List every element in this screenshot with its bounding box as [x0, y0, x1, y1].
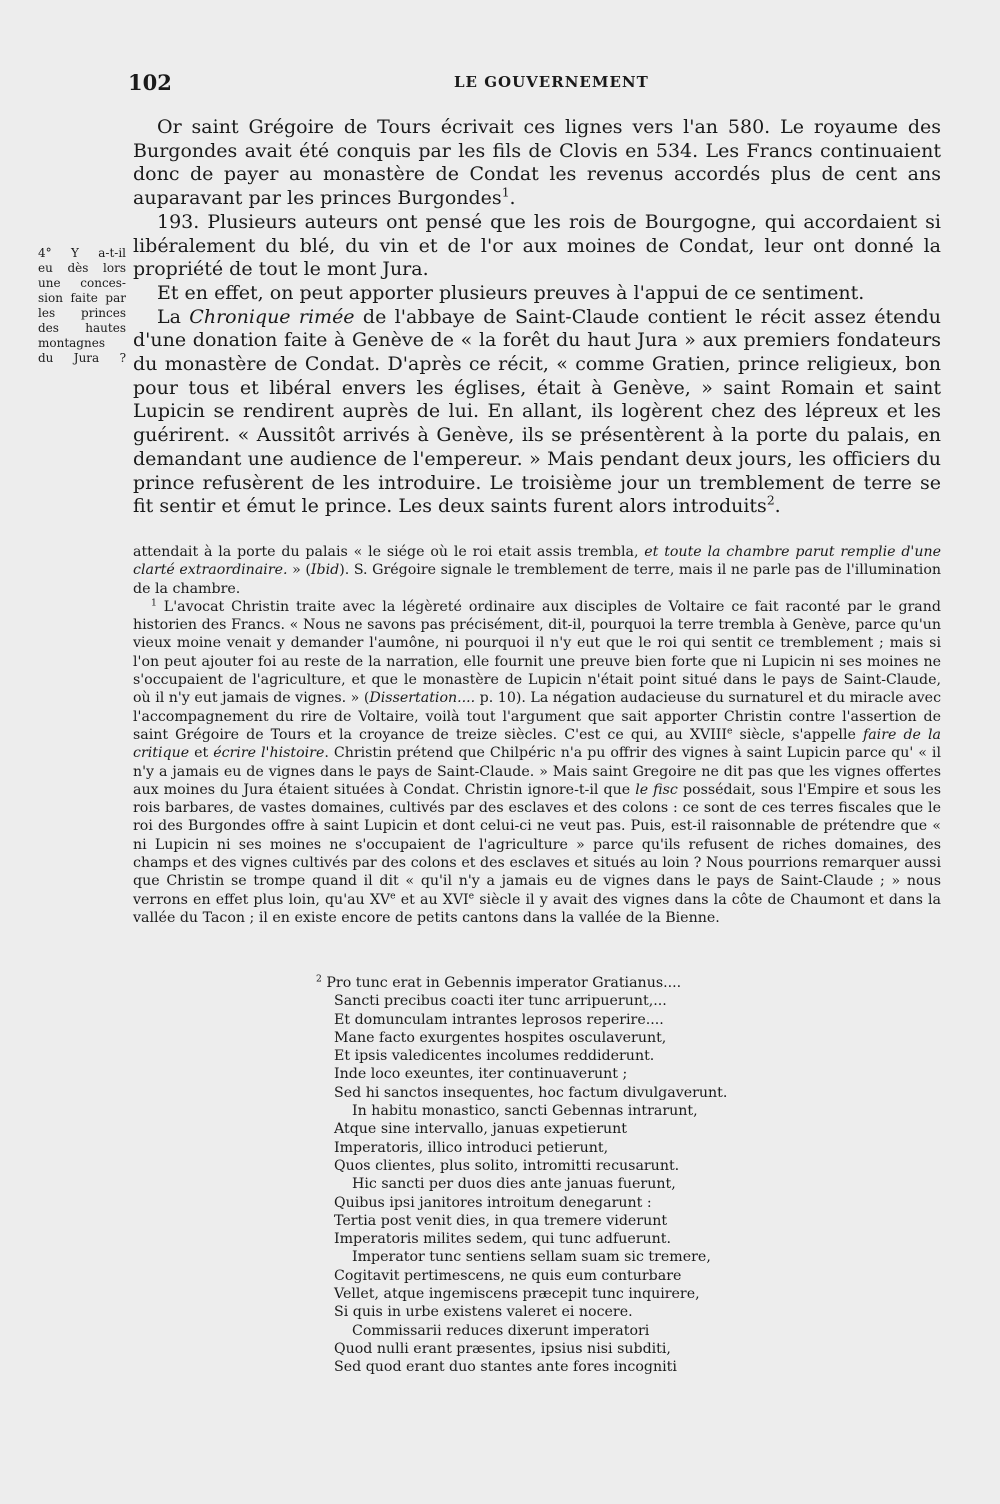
verse-line: Sancti precibus coacti iter tunc arripuerunt,... — [334, 993, 667, 1010]
margin-note-line: eu dès lors — [38, 261, 126, 275]
margin-note-line: du Jura ? — [38, 351, 126, 365]
margin-note-line: une conces- — [38, 276, 126, 290]
verse-line: Imperatoris, illico introduci petierunt, — [334, 1139, 609, 1156]
verse-line: Quod nulli erant præsentes, ipsius nisi subditi, — [334, 1340, 671, 1357]
verse-line: Et ipsis valedicentes incolumes reddiderunt. — [334, 1048, 655, 1065]
margin-note-line: montagnes — [38, 336, 105, 350]
footnote-ref[interactable]: 1 — [501, 185, 510, 200]
margin-note — [38, 246, 126, 366]
margin-note-line: 4° Y a-t-il — [38, 246, 126, 260]
margin-note-line: les princes — [38, 306, 126, 320]
running-head: LE GOUVERNEMENT — [454, 73, 649, 91]
verse-line: Imperator tunc sentiens sellam suam sic tremere, — [352, 1249, 711, 1266]
verse-line: Imperatoris milites sedem, qui tunc adfuerunt. — [334, 1231, 672, 1248]
verse-line: In habitu monastico, sancti Gebennas intrarunt, — [352, 1103, 698, 1120]
verse-line: Quos clientes, plus solito, intromitti recusarunt. — [334, 1157, 680, 1174]
footnote-2-verse — [316, 973, 834, 1377]
footnotes — [133, 543, 941, 927]
verse-line: Sed quod erant duo stantes ante fores incogniti — [334, 1359, 677, 1376]
verse-line: Atque sine intervallo, januas expetierunt — [334, 1121, 627, 1138]
verse-line: Inde loco exeuntes, iter continuaverunt ; — [334, 1066, 628, 1083]
verse-line: Quibus ipsi janitores introitum denegarunt : — [334, 1194, 652, 1211]
verse-line: Et domunculam intrantes leprosos reperire.... — [334, 1011, 664, 1028]
page-number: 102 — [128, 70, 172, 95]
footnote-ref[interactable]: 2 — [766, 493, 775, 508]
verse-line: Vellet, atque ingemiscens præcepit tunc inquirere, — [334, 1286, 700, 1303]
footnote-mark: 2 — [316, 973, 322, 985]
verse-line: $^2$ Pro tunc erat in Gebennis imperator Gratianus.... — [316, 973, 682, 991]
main-text — [133, 116, 941, 519]
paragraph: Et en effet, on peut apporter plusieurs preuves à l'appui de ce sentiment. — [157, 281, 865, 304]
verse-line: Commissarii reduces dixerunt imperatori — [352, 1322, 650, 1339]
margin-note-line: des hautes — [38, 321, 126, 335]
paragraph: 193. Plusieurs auteurs ont pensé que les rois de Bourgogne, qui accordaient si libéralement du blé, du vin et de l'or aux moines de Condat, leur ont donné la propriété de tout le mont Jura. — [133, 210, 941, 281]
verse-line: Tertia post venit dies, in qua tremere viderunt — [334, 1212, 668, 1229]
footnote-1: $^1$ L'avocat Christin traite avec la légèreté ordinaire aux disciples de Voltaire ce fait raconté par le grand historien des Francs. « Nous ne savons pas précisément, dit-il, pourquoi la terre trembla à Genève, parce qu'un vieux moine venait y demander l'aumône, ni pourquoi il n'y eut que le roi qui sentit ce tremblement ; mais si l'on peut ajouter foi au reste de la narration, elle fournit une preuve bien forte que ni Lupicin ni ses moines ne s'occupaient de l'agriculture, et que le monastère de Lupicin n'était point situé dans le pays de Saint-Claude, où il n'y eut jamais de vignes. » (Dissertation.... p. 10). La négation audacieuse du surnaturel et du miracle avec l'accompagnement du rire de Voltaire, voilà tout l'argument que sait apporter Christin contre l'assertion de saint Grégoire de Tours et la croyance de treize siècles. C'est ce qui, au XVIIIe siècle, s'appelle faire de la critique et écrire l'histoire. Christin prétend que Chilpéric n'a pu offrir des vignes à saint Lupicin parce qu' « il n'y a jamais eu de vignes dans le pays de Saint-Claude. » Mais saint Gregoire ne dit pas que les vignes offertes aux moines du Jura étaient situées à Condat. Christin ignore-t-il que le fisc possédait, sous l'Empire et sous les rois barbares, de vastes domaines, cultivés par des esclaves et des colons : ce sont de ces terres fiscales que le roi des Burgondes offre à saint Lupicin et dont celui-ci ne veut pas. Puis, est-il raisonnable de prétendre que « ni Lupicin ni ses moines ne s'occupaient de l'agriculture » parce qu'ils refusent de riches domaines, des champs et des vignes cultivés par des colons et des esclaves et situés au loin ? Nous pourrions remarquer aussi que Christin se trompe quand il dit « qu'il n'y a jamais eu de vignes dans le pays de Saint-Claude ; » nous verrons en effet plus loin, qu'au XVe et au XVIe siècle il y avait des vignes dans la côte de Chaumont et dans la vallée du Tacon ; il en existe encore de petits cantons dans la vallée de la Bienne. — [133, 597, 942, 926]
margin-note-line: sion faite par — [38, 291, 126, 305]
paragraph: Or saint Grégoire de Tours écrivait ces lignes vers l'an 580. Le royaume des Burgondes avait été conquis par les fils de Clovis en 534. Les Francs continuaient donc de payer au monastère de Condat les revenus accordés plus de cent ans auparavant par les princes Burgondes$^1$. — [133, 116, 941, 210]
footnote-continuation: attendait à la porte du palais « le siége où le roi etait assis trembla, et toute la chambre parut remplie d'une clarté extraordinaire. » (Ibid). S. Grégoire signale le tremblement de terre, mais il ne parle pas de l'illumination de la chambre. — [133, 544, 941, 597]
verse-line: Si quis in urbe existens valeret ei nocere. — [334, 1304, 633, 1321]
footnote-mark: 1 — [151, 597, 157, 609]
verse-line: Cogitavit pertimescens, ne quis eum conturbare — [334, 1267, 682, 1284]
verse-line: Hic sancti per duos dies ante januas fuerunt, — [352, 1176, 676, 1193]
verse-line: Mane facto exurgentes hospites osculaverunt, — [334, 1029, 667, 1046]
paragraph: La Chronique rimée de l'abbaye de Saint-Claude contient le récit assez étendu d'une donation faite à Genève de « la forêt du haut Jura » aux premiers fondateurs du monastère de Condat. D'après ce récit, « comme Gratien, prince religieux, bon pour tous et libéral envers les églises, était à Genève, » saint Romain et saint Lupicin se rendirent auprès de lui. En allant, ils logèrent chez des lépreux et les guérirent. « Aussitôt arrivés à Genève, ils se présentèrent à la porte du palais, en demandant une audience de l'empereur. » Mais pendant deux jours, les officiers du prince refusèrent de les introduire. Le troisième jour un tremblement de terre se fit sentir et émut le prince. Les deux saints furent alors introduits$^2$. — [133, 305, 941, 518]
verse-line: Sed hi sanctos insequentes, hoc factum divulgaverunt. — [334, 1084, 728, 1101]
